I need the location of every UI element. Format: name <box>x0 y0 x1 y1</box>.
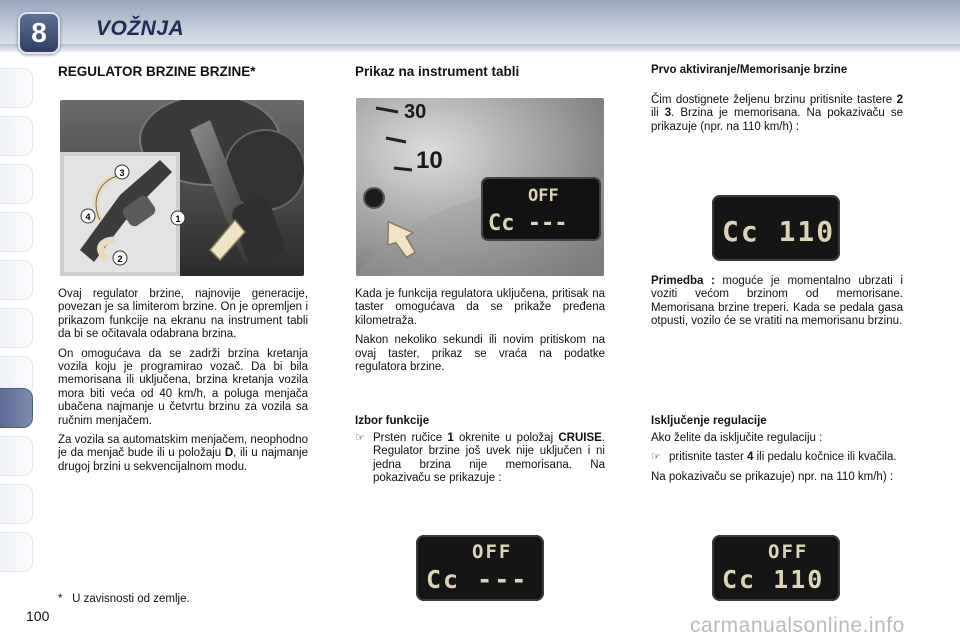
note-label: Primedba : <box>651 275 715 287</box>
chapter-title: VOŽNJA <box>96 17 185 40</box>
middle-column-text <box>355 288 605 380</box>
chapter-tab[interactable] <box>0 212 33 252</box>
section-heading-function-selection: Izbor funkcije <box>355 415 430 427</box>
figure-callout-2: 2 <box>117 254 123 264</box>
display-memorized-speed <box>712 195 840 261</box>
section-heading-cruise-control: REGULATOR BRZINE BRZINE* <box>58 64 256 79</box>
chapter-tab[interactable] <box>0 308 33 348</box>
deactivation-text: Ako želite da isključite regulaciju : ☞ pritisnite taster 4 ili pedalu kočnice ili kvačila. Na pokazivaču se prikazuje) npr. na 110 km/h) : <box>651 432 897 483</box>
figure-callout-3: 3 <box>119 168 125 178</box>
section-heading-instrument-panel: Prikaz na instrument tabli <box>355 64 520 79</box>
display-line2: Cc 110 <box>722 215 836 248</box>
chapter-tab[interactable] <box>0 436 33 476</box>
figure-callout-4: 4 <box>85 212 91 222</box>
page-number: 100 <box>26 608 50 624</box>
section-heading-deactivation: Isključenje regulacije <box>651 415 767 427</box>
paragraph: Ovaj regulator brzine, najnovije generacije, povezan je sa limiterom brzine. On je opremljen i prikazom funkcije na ekranu na instrument tabli da bi se očitavala odabrana brzina. <box>58 288 308 341</box>
chapter-tab-active[interactable] <box>0 388 33 428</box>
pointing-hand-icon: ☞ <box>651 451 661 464</box>
chapter-tab[interactable] <box>0 116 33 156</box>
display-line2: Cc --- <box>426 565 529 594</box>
paragraph: On omogućava da se zadrži brzina kretanja vozila koju je programirao vozač. Da bi bila memorisana ili uključena, brzina kretanja vozila mora biti veća od 40 km/h, a poluga menjača ubačena najmanje u četvrtu brzinu za vozila sa ručnim menjačem. <box>58 347 308 427</box>
footnote-text: U zavisnosti od zemlje. <box>72 593 190 605</box>
left-column-text <box>58 288 308 480</box>
footnote-mark: * <box>58 593 63 605</box>
chapter-tab[interactable] <box>0 164 33 204</box>
bullet-text: pritisnite taster 4 ili pedalu kočnice ili kvačila. <box>669 451 897 464</box>
bullet-text: Prsten ručice 1 okrenite u položaj CRUISE. Regulator brzine još uvek nije uključen i ni jedna brzina nije memorisana. Na pokazivaču se prikazuje : <box>373 432 605 485</box>
chapter-tab[interactable] <box>0 484 33 524</box>
watermark: carmanualsonline.info <box>690 614 905 637</box>
dash-display-line1: OFF <box>528 186 559 206</box>
instrument-panel-photo <box>356 98 604 276</box>
display-line1: OFF <box>472 541 513 563</box>
gauge-label-10: 10 <box>416 147 443 174</box>
paragraph: Nakon nekoliko sekundi ili novim pritiskom na ovaj taster, prikaz se vraća na podatke regulatora brzine. <box>355 334 605 374</box>
section-heading-first-activation: Prvo aktiviranje/Memorisanje brzine <box>651 64 848 76</box>
first-activation-text: Čim dostignete željenu brzinu pritisnite tastere 2 ili 3. Brzina je memorisana. Na pokazivaču se prikazuje (npr. na 110 km/h) : <box>651 94 903 133</box>
paragraph: Kada je funkcija regulatora uključena, pritisak na taster omogućava da se prikaže pređena kilometraža. <box>355 288 605 327</box>
paragraph: Za vozila sa automatskim menjačem, neophodno je da menjač bude ili u položaju D, ili u najmanje drugoj brzini u sekvencijalnom modu. <box>58 434 308 473</box>
chapter-tab[interactable] <box>0 532 33 572</box>
chapter-number-badge: 8 <box>18 12 60 54</box>
header-band <box>0 44 960 52</box>
chapter-tab[interactable] <box>0 260 33 300</box>
display-line2: Cc 110 <box>722 565 825 594</box>
display-line1: OFF <box>768 541 809 563</box>
note-text: Primedba : moguće je momentalno ubrzati i voziti većom brzinom od memorisane. Memorisana brzine treperi. Kada se pedala gasa otpusti, vozilo će se vratiti na memorisanu brzinu. <box>651 275 903 328</box>
display-off-110 <box>712 535 840 601</box>
chapter-tab[interactable] <box>0 68 33 108</box>
steering-lever-photo <box>60 100 304 276</box>
function-selection-text <box>355 432 605 486</box>
gauge-label-30: 30 <box>404 101 427 123</box>
pointing-hand-icon: ☞ <box>355 432 365 444</box>
display-off-dashes <box>416 535 544 601</box>
dash-display-line2: Cc --- <box>488 211 568 236</box>
footnote <box>58 593 318 606</box>
figure-callout-1: 1 <box>175 214 181 224</box>
